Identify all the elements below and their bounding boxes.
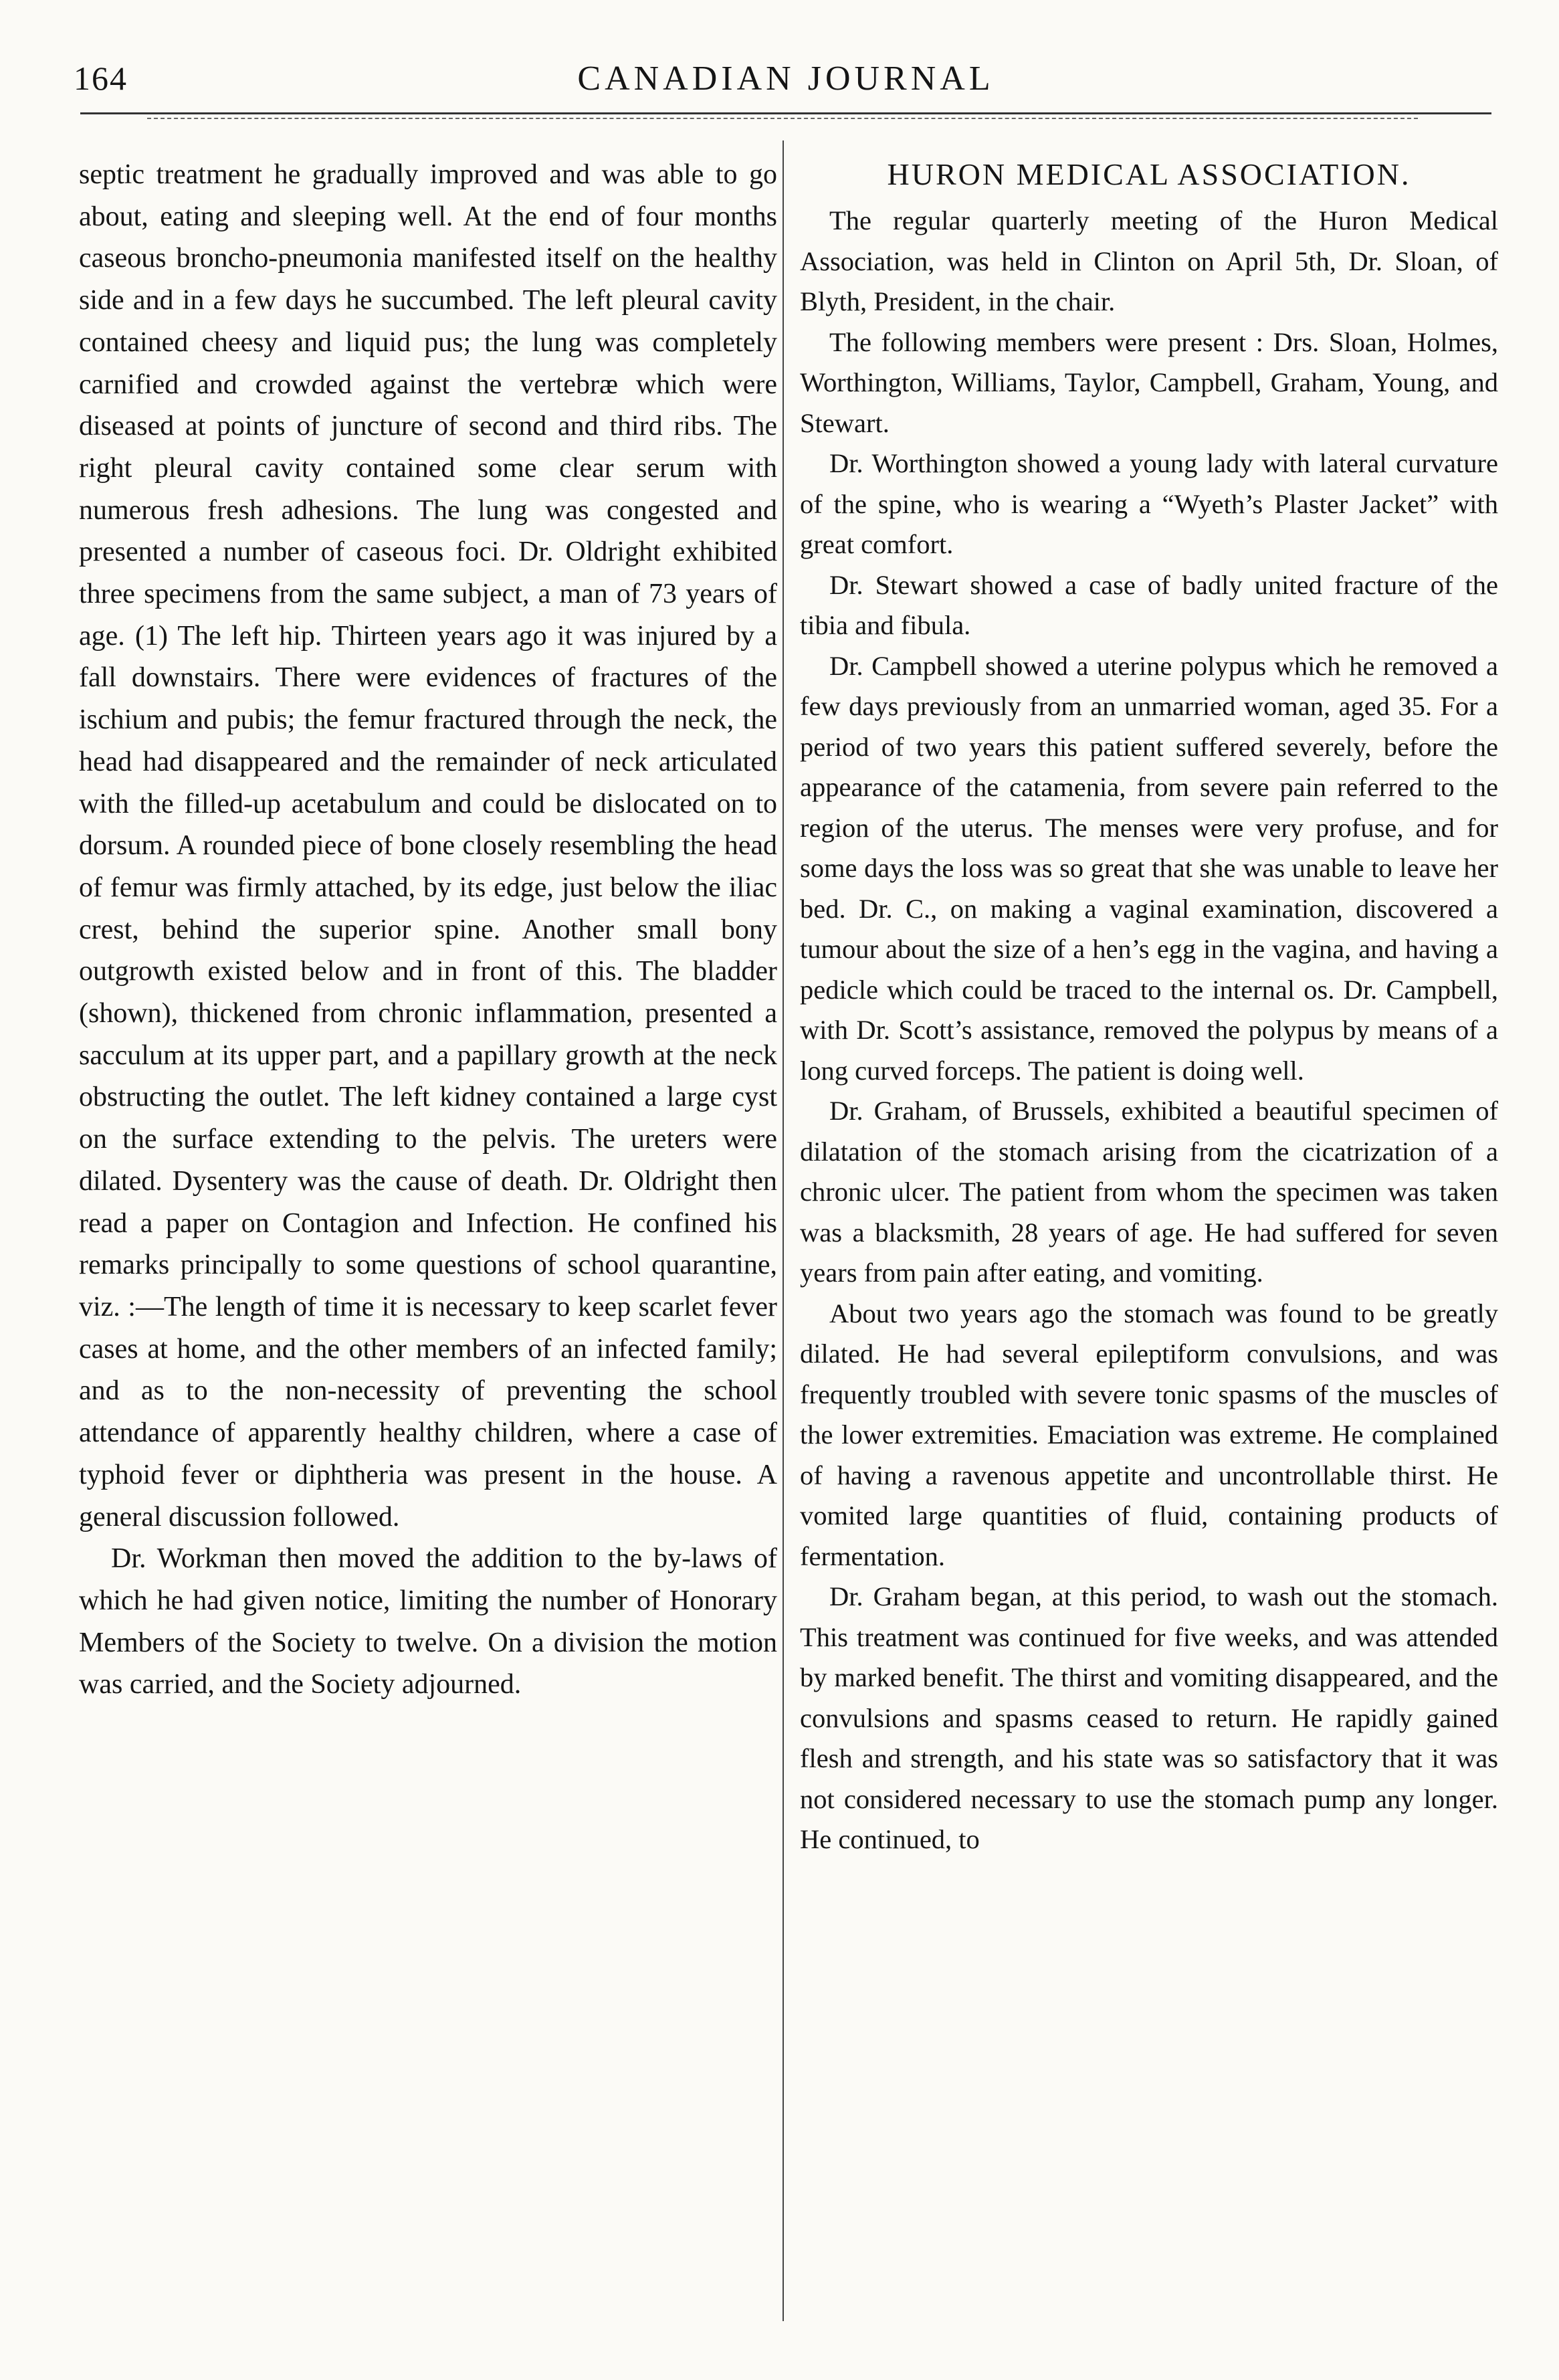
left-paragraph-2: Dr. Workman then moved the addition to the by-laws of which he had given notice, limiting the number of Honorary Members of the Society to twelve. On a division the motion was carried, and the Society adjourned. <box>79 1543 777 1700</box>
right-column-text <box>800 154 1498 1860</box>
right-paragraph-7: About two years ago the stomach was found to be greatly dilated. He had several epileptiform convulsions, and was frequently troubled with severe tonic spasms of the muscles of the lower extremities. Emaciation was extreme. He complained of having a ravenous appetite and uncontrollable thirst. He vomited large quantities of fluid, containing products of fermentation. <box>800 1298 1498 1571</box>
left-paragraph-1: septic treatment he gradually improved and was able to go about, eating and sleeping well. At the end of four months caseous broncho-pneumonia manifested itself on the healthy side and in a few days he succumbed. The left pleural cavity contained cheesy and liquid pus; the lung was completely carnified and crowded against the vertebræ which were diseased at points of juncture of second and third ribs. The right pleural cavity contained some clear serum with numerous fresh adhesions. The lung was congested and presented a number of caseous foci. Dr. Oldright exhibited three specimens from the same subject, a man of 73 years of age. (1) The left hip. Thirteen years ago it was injured by a fall downstairs. There were evidences of fractures of the ischium and pubis; the femur fractured through the neck, the head had disappeared and the remainder of neck articulated with the filled-up acetabulum and could be dislocated on to dorsum. A rounded piece of bone closely resembling the head of femur was firmly attached, by its edge, just below the iliac crest, behind the superior spine. Another small bony outgrowth existed below and in front of this. The bladder (shown), thickened from chronic inflammation, presented a sacculum at its upper part, and a papillary growth at the neck obstructing the outlet. The left kidney contained a large cyst on the surface extending to the pelvis. The ureters were dilated. Dysentery was the cause of death. Dr. Oldright then read a paper on Contagion and Infection. He confined his remarks principally to some questions of school quarantine, viz. :—The length of time it is necessary to keep scarlet fever cases at home, and the other members of an infected family; and as to the non-necessity of preventing the school attendance of apparently healthy children, where a case of typhoid fever or diphtheria was present in the house. A general discussion followed. <box>79 159 777 1532</box>
left-column <box>79 154 777 2321</box>
right-paragraph-1: The regular quarterly meeting of the Huron Medical Association, was held in Clinton on April 5th, Dr. Sloan, of Blyth, President, in the chair. <box>800 205 1498 316</box>
right-column <box>800 154 1498 2321</box>
header-rule-dashed <box>147 118 1418 119</box>
right-paragraph-2: The following members were present : Drs. Sloan, Holmes, Worthington, Williams, Taylor, Campbell, Graham, Young, and Stewart. <box>800 326 1498 438</box>
page-number: 164 <box>74 60 128 97</box>
column-divider <box>783 140 784 2321</box>
right-paragraph-3: Dr. Worthington showed a young lady with lateral curvature of the spine, who is wearing a “Wyeth’s Plaster Jacket” with great comfort. <box>800 448 1498 559</box>
page-header <box>74 59 1498 106</box>
right-paragraph-4: Dr. Stewart showed a case of badly united fracture of the tibia and fibula. <box>800 569 1498 640</box>
left-column-text <box>79 154 777 1706</box>
section-heading: HURON MEDICAL ASSOCIATION. <box>887 157 1411 191</box>
running-title: CANADIAN JOURNAL <box>577 60 995 98</box>
header-rule <box>80 112 1491 114</box>
right-paragraph-8: Dr. Graham began, at this period, to wash out the stomach. This treatment was continued for five weeks, and was attended by marked benefit. The thirst and vomiting disappeared, and the convulsions and spasms ceased to return. He rapidly gained flesh and strength, and his state was so satisfactory that it was not considered necessary to use the stomach pump any longer. He continued, to <box>800 1581 1498 1854</box>
right-paragraph-5: Dr. Campbell showed a uterine polypus which he removed a few days previously from an unmarried woman, aged 35. For a period of two years this patient suffered severely, before the appearance of the catamenia, from severe pain referred to the region of the uterus. The menses were very profuse, and for some days the loss was so great that she was unable to leave her bed. Dr. C., on making a vaginal examination, discovered a tumour about the size of a hen’s egg in the vagina, and having a pedicle which could be traced to the internal os. Dr. Campbell, with Dr. Scott’s assistance, removed the polypus by means of a long curved forceps. The patient is doing well. <box>800 650 1498 1086</box>
right-paragraph-6: Dr. Graham, of Brussels, exhibited a beautiful specimen of dilatation of the stomach arising from the cicatrization of a chronic ulcer. The patient from whom the specimen was taken was a blacksmith, 28 years of age. He had suffered for seven years from pain after eating, and vomiting. <box>800 1096 1498 1288</box>
